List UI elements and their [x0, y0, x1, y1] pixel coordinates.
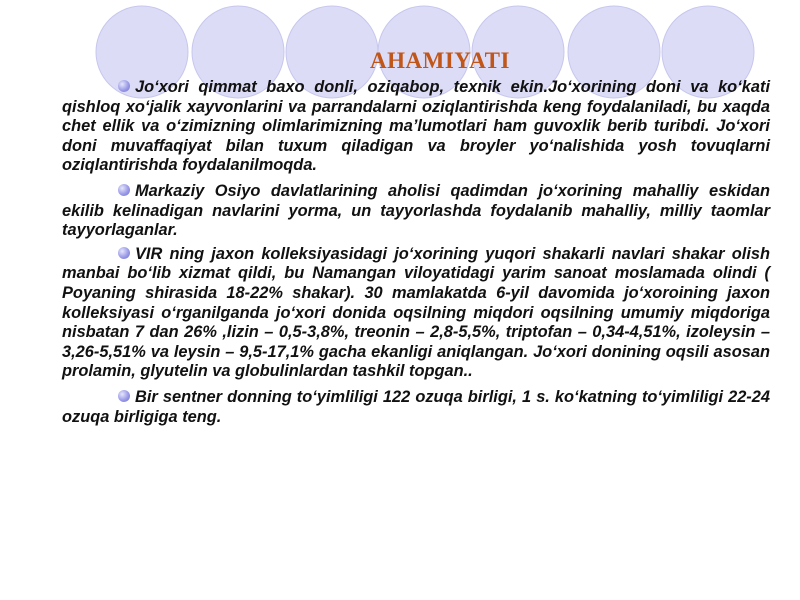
paragraph: [62, 388, 770, 427]
slide-title: AHAMIYATI: [370, 48, 510, 73]
paragraph-text: Markaziy Osiyo davlatlarining aholisi qadimdan jo‘xorining mahalliy eskidan ekilib kelinadigan navlarini yorma, un tayyorlashda foydalanib mahalliy, milliy taomlar tayyorlaganlar.: [62, 181, 770, 240]
paragraph: [62, 182, 770, 241]
paragraph-text: VIR ning jaxon kolleksiyasidagi jo‘xorining yuqori shakarli navlari shakar olish manbai bo‘lib xizmat qildi, bu Namangan viloyatidagi yarim sanoat moslamada olindi ( Poyaning shirasida 18-22% shakar). 30 mamlakatda 6-yil davomida jo‘xoroining jaxon kolleksiyasi o‘rganilganda jo‘xori donida oqsilning miqdori oqsilning umumiy miqdoriga nisbatan 7 dan 26% ,lizin – 0,5-3,8%, treonin – 2,8-5,5%, triptofan – 0,34-4,51%, izoleysin – 3,26-5,51% va leysin – 9,5-17,1% gacha ekanligi aniqlangan. Jo‘xori donining oqsili asosan prolamin, glyutelin va globulinlardan tashkil topgan..: [62, 244, 770, 381]
slide-body: [62, 78, 770, 433]
paragraph: [62, 78, 770, 176]
round-bullet-icon: [118, 80, 130, 92]
paragraph: [62, 245, 770, 382]
round-bullet-icon: [118, 247, 130, 259]
paragraph-text: Bir sentner donning to‘yimliligi 122 ozuqa birligi, 1 s. ko‘katning to‘yimliligi 22-24 ozuqa birligiga teng.: [62, 387, 770, 426]
paragraph-text: Jo‘xori qimmat baxo donli, oziqabop, texnik ekin.Jo‘xorining doni va ko‘kati qishloq xo‘jalik xayvonlarini va parrandalarni oziqlantirishda keng foydalaniladi, bu xaqda chet ellik va o‘zimizning olimlarimizning ma’lumotlari ham guvoxlik berib turibdi. Jo‘xori doni muvaffaqiyat bilan tuxum qiladigan va broyler yo‘nalishida yosh tovuqlarni oziqlantirishda foydalanilmoqda.: [62, 78, 770, 175]
round-bullet-icon: [118, 390, 130, 402]
round-bullet-icon: [118, 184, 130, 196]
